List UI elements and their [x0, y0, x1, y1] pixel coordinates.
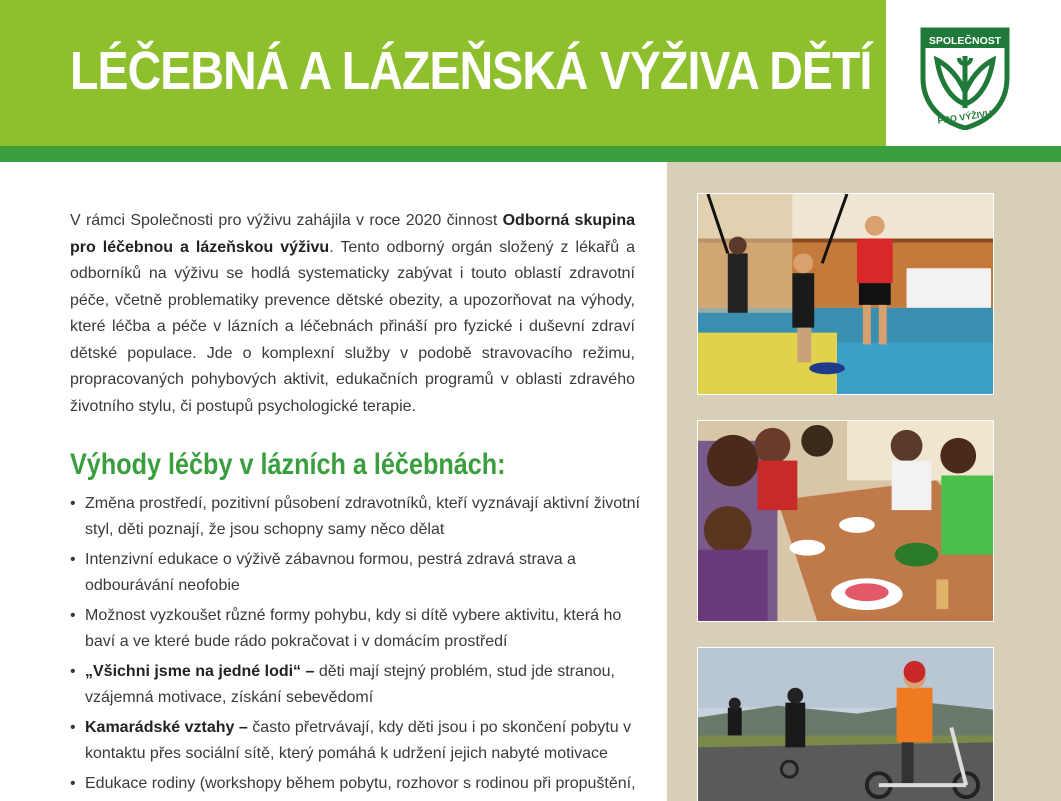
list-item	[70, 771, 640, 797]
page-title: LÉČEBNÁ A LÁZEŇSKÁ VÝŽIVA DĚTÍ	[70, 41, 872, 101]
intro-text-rest: . Tento odborný orgán složený z lékařů a odborníků na výživu se hodlá systematicky zabývat i touto oblastí zdravotní péče, včetně problematiky prevence dětské obezity, a upozorňovat na výhody, které léčba a péče v lázních a léčebnách přináší pro fyzické i duševní zdraví dětské populace. Jde o komplexní služby v podobě stravovacího režimu, propracovaných pohybových aktivit, edukačních programů v oblasti zdravého životního stylu, či postupů psychologické terapie.	[70, 238, 635, 415]
list-item-lead: „Všichni jsme na jedné lodi“ –	[85, 663, 315, 680]
list-item-text: Edukace rodiny (workshopy během pobytu, rozhovor s rodinou při propuštění,	[85, 775, 636, 792]
logo-text-bottom: PRO VÝŽIVU	[936, 108, 993, 126]
intro-highlight: Odborná skupina pro léčebnou a lázeňskou výživu	[70, 212, 636, 256]
benefits-heading: Výhody léčby v lázních a léčebnách:	[70, 448, 506, 481]
logo-text-top: SPOLEČNOST	[928, 35, 1002, 47]
list-item	[70, 715, 640, 767]
photo-children-dining	[697, 420, 994, 622]
benefits-list	[70, 491, 640, 801]
spolecnost-pro-vyzivu-logo	[919, 26, 1011, 130]
list-item-text: Intenzivní edukace o výživě zábavnou formou, pestrá zdravá strava a odbourávání neofobie	[85, 551, 576, 594]
list-item	[70, 491, 640, 543]
photo-scooter-ride	[697, 647, 994, 801]
list-item-text: Možnost vyzkoušet různé formy pohybu, kdy si dítě vybere aktivitu, která ho baví a ve které bude rádo pokračovat i v domácím prostředí	[85, 607, 622, 650]
list-item	[70, 603, 640, 655]
header-divider	[0, 146, 1061, 162]
intro-paragraph	[70, 208, 635, 420]
list-item-text: Změna prostředí, pozitivní působení zdravotníků, kteří vyznávají aktivní životní styl, děti poznají, že jsou schopny samy něco dělat	[85, 495, 640, 538]
photo-exercise-room	[697, 193, 994, 395]
list-item-text: děti mají stejný problém, stud jde stranou, vzájemná motivace, získání sebevědomí	[85, 663, 615, 706]
title-banner	[0, 0, 886, 146]
list-item	[70, 659, 640, 711]
list-item	[70, 547, 640, 599]
list-item-lead: Kamarádské vztahy –	[85, 719, 248, 736]
list-item-text: často přetrvávají, kdy děti jsou i po skončení pobytu v kontaktu přes sociální sítě, který pomáhá k udržení jejich nabyté motivace	[85, 719, 632, 762]
logo-area	[886, 0, 1061, 146]
intro-text-start: V rámci Společnosti pro výživu zahájila v roce 2020 činnost	[70, 212, 503, 229]
